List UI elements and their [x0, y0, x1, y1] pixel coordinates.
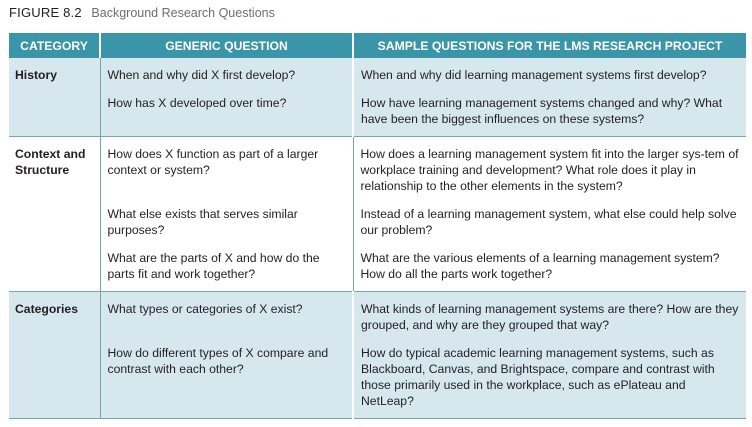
category-cell: Context and Structure [9, 137, 100, 195]
table-row [9, 292, 746, 334]
header-generic-question: GENERIC QUESTION [100, 33, 353, 58]
table-row [9, 194, 746, 238]
header-category: CATEGORY [9, 33, 100, 58]
sample-question-cell: How have learning management systems changed and why? What have been the biggest influences on these systems? [353, 83, 746, 137]
table-row [9, 238, 746, 292]
category-cell: History [9, 58, 100, 83]
generic-question-cell: When and why did X first develop? [100, 58, 353, 83]
generic-question-cell: What else exists that serves similar purposes? [100, 194, 353, 238]
figure-caption: Background Research Questions [91, 6, 275, 20]
table-row [9, 58, 746, 83]
figure-number: FIGURE 8.2 [9, 5, 82, 20]
generic-question-cell: How does X function as part of a larger context or system? [100, 137, 353, 195]
generic-question-cell: How do different types of X compare and contrast with each other? [100, 333, 353, 419]
category-cell [9, 238, 100, 292]
table-row [9, 333, 746, 419]
category-cell [9, 333, 100, 419]
table-row [9, 137, 746, 195]
background-research-table [9, 33, 746, 419]
category-cell [9, 83, 100, 137]
sample-question-cell: What kinds of learning management systems are there? How are they grouped, and why are they grouped that way? [353, 292, 746, 334]
header-sample-questions: SAMPLE QUESTIONS FOR THE LMS RESEARCH PROJECT [353, 33, 746, 58]
sample-question-cell: What are the various elements of a learning management system? How do all the parts work together? [353, 238, 746, 292]
category-cell [9, 194, 100, 238]
sample-question-cell: How does a learning management system fit into the larger sys-tem of workplace training and development? What role does it play in relationship to the other elements in the system? [353, 137, 746, 195]
generic-question-cell: How has X developed over time? [100, 83, 353, 137]
sample-question-cell: When and why did learning management systems first develop? [353, 58, 746, 83]
table-row [9, 83, 746, 137]
sample-question-cell: How do typical academic learning management systems, such as Blackboard, Canvas, and Brightspace, compare and contrast with those primarily used in the workplace, such as ePlateau and NetLeap? [353, 333, 746, 419]
table-header-row [9, 33, 746, 58]
generic-question-cell: What types or categories of X exist? [100, 292, 353, 334]
generic-question-cell: What are the parts of X and how do the parts fit and work together? [100, 238, 353, 292]
figure-title [9, 5, 275, 20]
category-cell: Categories [9, 292, 100, 334]
sample-question-cell: Instead of a learning management system, what else could help solve our problem? [353, 194, 746, 238]
